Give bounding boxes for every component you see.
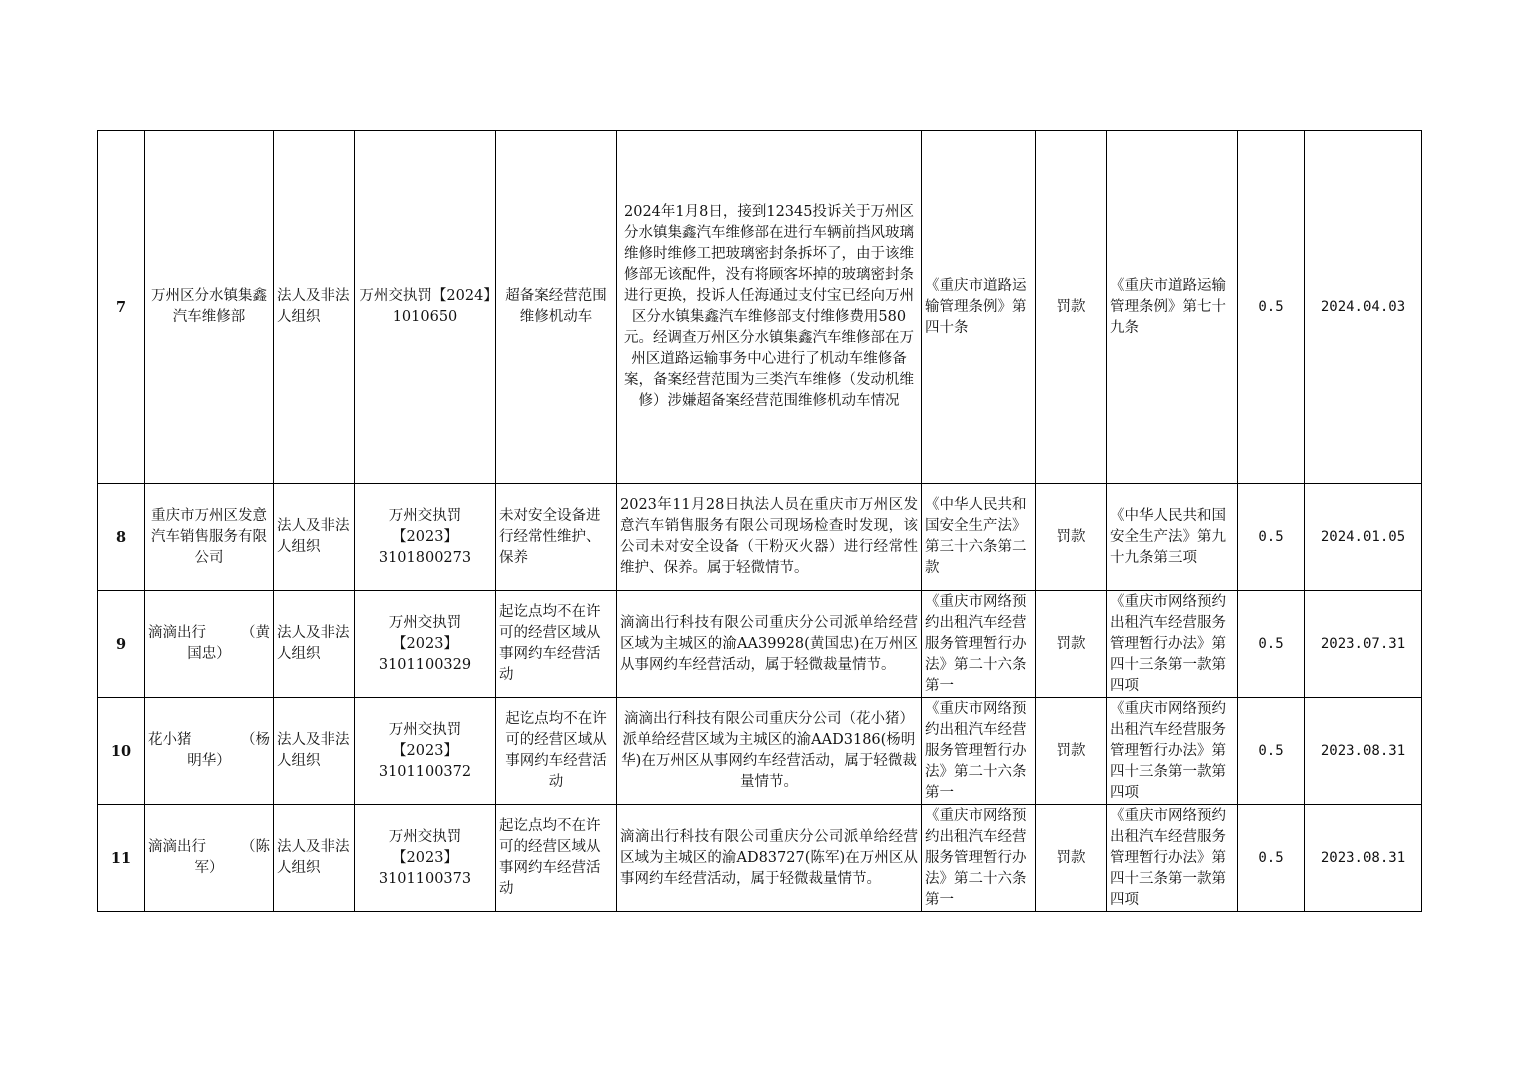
party-platform: 滴滴出行 — [148, 839, 206, 855]
party-driver-start: （陈 — [241, 839, 270, 855]
party-type: 法人及非法人组织 — [274, 131, 355, 484]
violation-facts: 滴滴出行科技有限公司重庆分公司派单给经营区域为主城区的渝AD83727(陈军)在万州区从事网约车经营活动，属于轻微裁量情节。 — [617, 805, 922, 912]
penalty-type: 罚款 — [1036, 805, 1107, 912]
decision-number-year: 【2023】 — [392, 528, 458, 545]
table-row — [98, 131, 1422, 484]
decision-number — [355, 805, 496, 912]
legal-basis: 《重庆市网络预约出租汽车经营服务管理暂行办法》第二十六条第一 — [922, 591, 1036, 698]
party-type: 法人及非法人组织 — [274, 698, 355, 805]
legal-basis: 《重庆市道路运输管理条例》第四十条 — [922, 131, 1036, 484]
party-driver-end: 明华） — [187, 753, 231, 769]
decision-number-year: 【2023】 — [392, 635, 458, 652]
row-number: 9 — [98, 591, 145, 698]
penalty-basis: 《重庆市网络预约出租汽车经营服务管理暂行办法》第四十三条第一款第四项 — [1107, 591, 1238, 698]
fine-amount: 0.5 — [1238, 484, 1305, 591]
decision-number — [355, 484, 496, 591]
decision-number — [355, 698, 496, 805]
decision-number-serial: 3101100329 — [378, 656, 472, 673]
party-name-line-1 — [148, 730, 270, 751]
party-type: 法人及非法人组织 — [274, 591, 355, 698]
legal-basis: 《重庆市网络预约出租汽车经营服务管理暂行办法》第二十六条第一 — [922, 698, 1036, 805]
party-platform: 花小猪 — [148, 732, 192, 748]
decision-date: 2023.08.31 — [1305, 698, 1422, 805]
party-name — [145, 591, 274, 698]
party-driver-start: （杨 — [241, 732, 270, 748]
decision-date: 2024.04.03 — [1305, 131, 1422, 484]
decision-number-serial: 3101800273 — [378, 549, 472, 566]
penalty-table — [97, 130, 1422, 912]
party-platform: 滴滴出行 — [148, 625, 206, 641]
fine-amount: 0.5 — [1238, 698, 1305, 805]
legal-basis: 《重庆市网络预约出租汽车经营服务管理暂行办法》第二十六条第一 — [922, 805, 1036, 912]
party-type: 法人及非法人组织 — [274, 805, 355, 912]
party-name-line-1 — [148, 837, 270, 858]
penalty-basis: 《重庆市网络预约出租汽车经营服务管理暂行办法》第四十三条第一款第四项 — [1107, 698, 1238, 805]
decision-number-prefix: 万州交执罚 — [388, 721, 462, 738]
row-number: 7 — [98, 131, 145, 484]
table-row — [98, 484, 1422, 591]
party-name-line-1 — [148, 623, 270, 644]
violation-facts: 滴滴出行科技有限公司重庆分公司派单给经营区域为主城区的渝AA39928(黄国忠)在万州区从事网约车经营活动，属于轻微裁量情节。 — [617, 591, 922, 698]
party-driver-start: （黄 — [241, 625, 270, 641]
decision-number-serial: 3101100372 — [378, 763, 472, 780]
penalty-type: 罚款 — [1036, 591, 1107, 698]
table-row — [98, 698, 1422, 805]
fine-amount: 0.5 — [1238, 591, 1305, 698]
row-number: 8 — [98, 484, 145, 591]
violation-facts: 滴滴出行科技有限公司重庆分公司（花小猪）派单给经营区域为主城区的渝AAD3186(杨明华)在万州区从事网约车经营活动，属于轻微裁量情节。 — [617, 698, 922, 805]
decision-number-prefix: 万州交执罚 — [388, 828, 462, 845]
violation-type: 超备案经营范围维修机动车 — [496, 131, 617, 484]
decision-number: 万州交执罚【2024】1010650 — [355, 131, 496, 484]
decision-number — [355, 591, 496, 698]
violation-facts: 2023年11月28日执法人员在重庆市万州区发意汽车销售服务有限公司现场检查时发现，该公司未对安全设备（干粉灭火器）进行经常性维护、保养。属于轻微情节。 — [617, 484, 922, 591]
party-driver-end: 国忠） — [187, 646, 231, 662]
decision-number-year: 【2023】 — [392, 849, 458, 866]
decision-date: 2023.08.31 — [1305, 805, 1422, 912]
party-name: 重庆市万州区发意汽车销售服务有限公司 — [145, 484, 274, 591]
penalty-basis: 《重庆市网络预约出租汽车经营服务管理暂行办法》第四十三条第一款第四项 — [1107, 805, 1238, 912]
penalty-type: 罚款 — [1036, 484, 1107, 591]
penalty-basis: 《中华人民共和国安全生产法》第九十九条第三项 — [1107, 484, 1238, 591]
decision-number-prefix: 万州交执罚 — [388, 614, 462, 631]
penalty-basis: 《重庆市道路运输管理条例》第七十九条 — [1107, 131, 1238, 484]
party-name — [145, 805, 274, 912]
decision-date: 2023.07.31 — [1305, 591, 1422, 698]
legal-basis: 《中华人民共和国安全生产法》第三十六条第二款 — [922, 484, 1036, 591]
table-row — [98, 591, 1422, 698]
violation-type: 起讫点均不在许可的经营区域从事网约车经营活动 — [496, 805, 617, 912]
row-number: 11 — [98, 805, 145, 912]
table-row — [98, 805, 1422, 912]
penalty-type: 罚款 — [1036, 698, 1107, 805]
party-name — [145, 698, 274, 805]
decision-number-year: 【2023】 — [392, 742, 458, 759]
fine-amount: 0.5 — [1238, 805, 1305, 912]
row-number: 10 — [98, 698, 145, 805]
fine-amount: 0.5 — [1238, 131, 1305, 484]
party-driver-end: 军） — [194, 860, 224, 876]
decision-date: 2024.01.05 — [1305, 484, 1422, 591]
party-name: 万州区分水镇集鑫汽车维修部 — [145, 131, 274, 484]
violation-type: 未对安全设备进行经常性维护、保养 — [496, 484, 617, 591]
violation-type: 起讫点均不在许可的经营区域从事网约车经营活动 — [496, 698, 617, 805]
penalty-type: 罚款 — [1036, 131, 1107, 484]
decision-number-serial: 3101100373 — [378, 870, 472, 887]
decision-number-prefix: 万州交执罚 — [388, 507, 462, 524]
party-type: 法人及非法人组织 — [274, 484, 355, 591]
violation-facts: 2024年1月8日，接到12345投诉关于万州区分水镇集鑫汽车维修部在进行车辆前挡风玻璃维修时维修工把玻璃密封条拆坏了，由于该维修部无该配件，没有将顾客坏掉的玻璃密封条进行更换，投诉人任海通过支付宝已经向万州区分水镇集鑫汽车维修部支付维修费用580元。经调查万州区分水镇集鑫汽车维修部在万州区道路运输事务中心进行了机动车维修备案，备案经营范围为三类汽车维修（发动机维修）涉嫌超备案经营范围维修机动车情况 — [617, 131, 922, 484]
violation-type: 起讫点均不在许可的经营区域从事网约车经营活动 — [496, 591, 617, 698]
